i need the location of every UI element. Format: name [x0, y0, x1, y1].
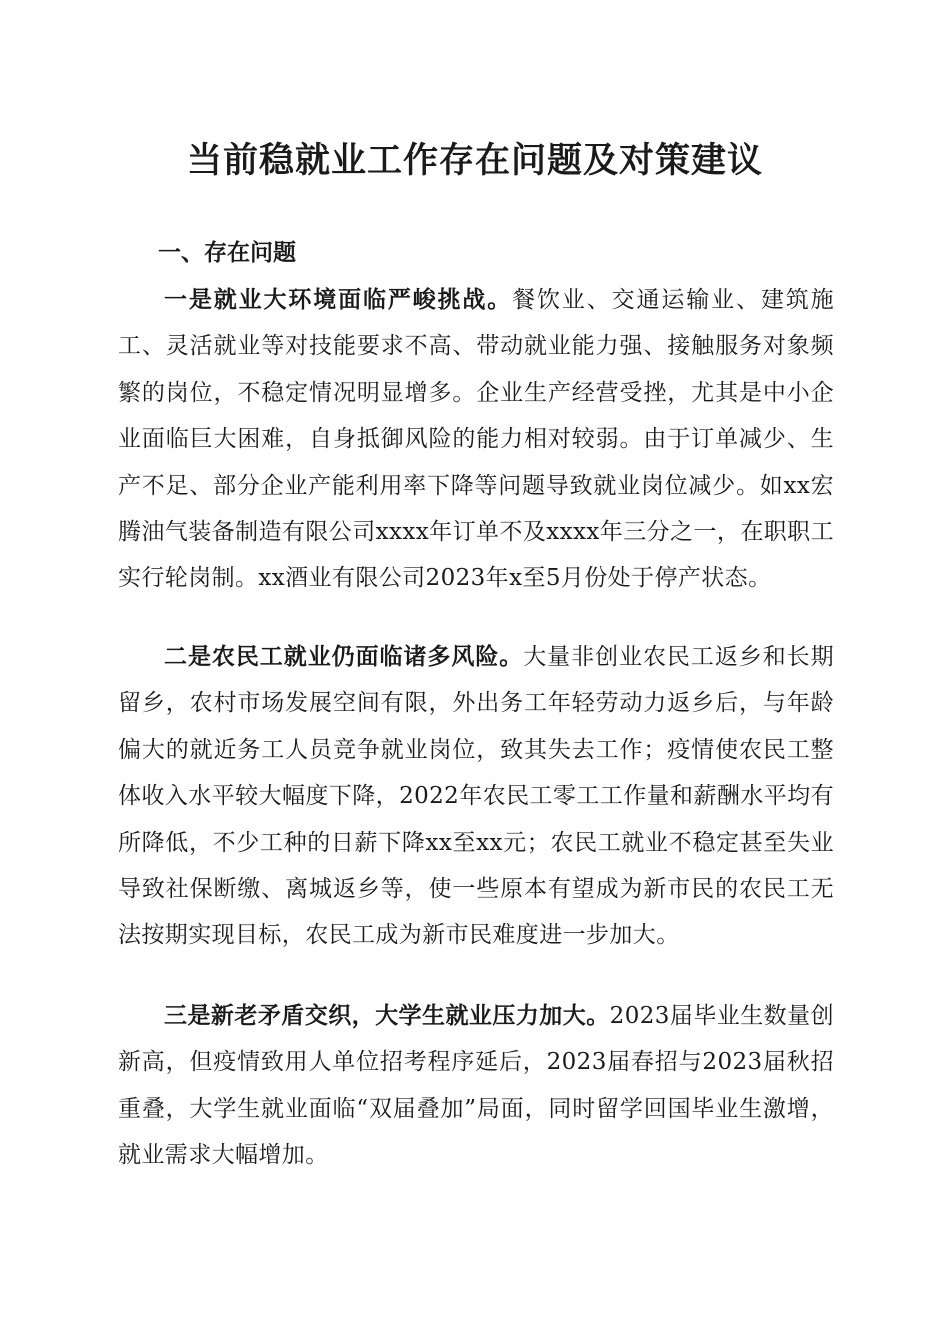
section-heading: 一、存在问题 — [158, 240, 296, 266]
paragraph-3-text: 2023届毕业生数量创新高，但疫情致用人单位招考程序延后，2023届春招与2023届秋招重叠，大学生就业面临“双届叠加”局面，同时留学回国毕业生激增，就业需求大幅增加。 — [118, 1003, 834, 1169]
paragraph-2-lead: 二是农民工就业仍面临诸多风险。 — [164, 643, 524, 670]
paragraph-1 — [118, 277, 834, 602]
paragraph-2 — [118, 634, 834, 959]
paragraph-3 — [118, 993, 834, 1179]
paragraph-3-lead: 三是新老矛盾交织，大学生就业压力加大。 — [164, 1002, 610, 1029]
paragraph-2-text: 大量非创业农民工返乡和长期留乡，农村市场发展空间有限，外出务工年轻劳动力返乡后，与年龄偏大的就近务工人员竞争就业岗位，致其失去工作；疫情使农民工整体收入水平较大幅度下降，2022年农民工零工工作量和薪酬水平均有所降低，不少工种的日薪下降xx至xx元；农民工就业不稳定甚至失业导致社保断缴、离城返乡等，使一些原本有望成为新市民的农民工无法按期实现目标，农民工成为新市民难度进一步加大。 — [118, 644, 835, 949]
document-title: 当前稳就业工作存在问题及对策建议 — [186, 140, 763, 181]
paragraph-1-text: 餐饮业、交通运输业、建筑施工、灵活就业等对技能要求不高、带动就业能力强、接触服务对象频繁的岗位，不稳定情况明显增多。企业生产经营受挫，尤其是中小企业面临巨大困难，自身抵御风险的能力相对较弱。由于订单减少、生产不足、部分企业产能利用率下降等问题导致就业岗位减少。如xx宏腾油气装备制造有限公司xxxx年订单不及xxxx年三分之一，在职职工实行轮岗制。xx酒业有限公司2023年x至5月份处于停产状态。 — [118, 287, 834, 592]
paragraph-1-lead: 一是就业大环境面临严峻挑战。 — [164, 286, 513, 313]
